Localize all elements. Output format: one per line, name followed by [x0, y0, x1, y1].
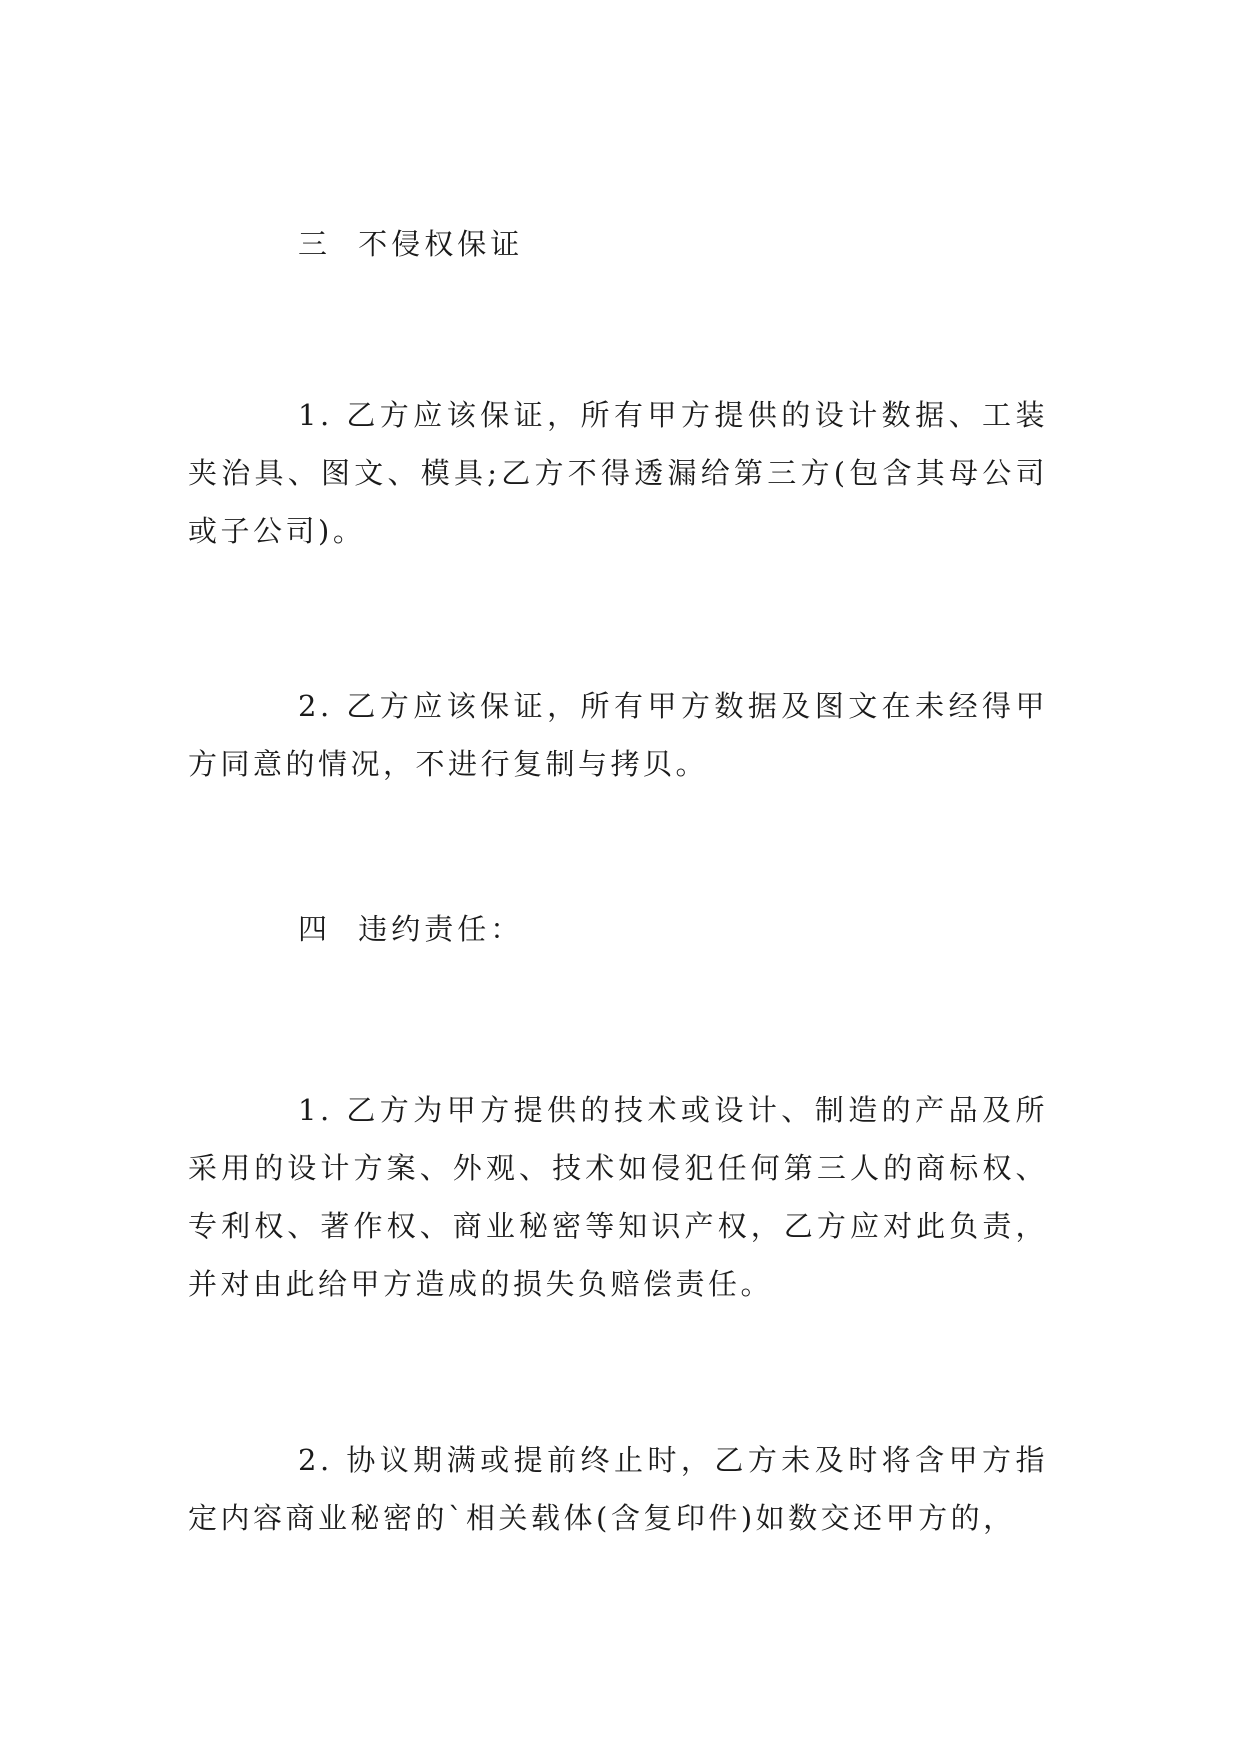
section-title: 违约责任： [358, 912, 524, 946]
section-heading-3 [298, 224, 523, 264]
section-title: 不侵权保证 [358, 227, 524, 261]
section-heading-4 [298, 909, 523, 949]
clause-4-1: 1. 乙方为甲方提供的技术或设计、制造的产品及所采用的设计方案、外观、技术如侵犯任何第三人的商标权、专利权、著作权、商业秘密等知识产权，乙方应对此负责，并对由此给甲方造成的损失负赔偿责任。 [188, 1093, 1048, 1301]
clause-3-2: 2. 乙方应该保证，所有甲方数据及图文在未经得甲方同意的情况，不进行复制与拷贝。 [188, 689, 1048, 781]
clause-3-1: 1. 乙方应该保证，所有甲方提供的设计数据、工装夹治具、图文、模具;乙方不得透漏给第三方(包含其母公司或子公司)。 [188, 398, 1048, 548]
clause-4-2: 2. 协议期满或提前终止时，乙方未及时将含甲方指定内容商业秘密的`相关载体(含复印件)如数交还甲方的， [188, 1443, 1048, 1535]
section-number: 三 [298, 227, 332, 261]
section-number: 四 [298, 912, 332, 946]
